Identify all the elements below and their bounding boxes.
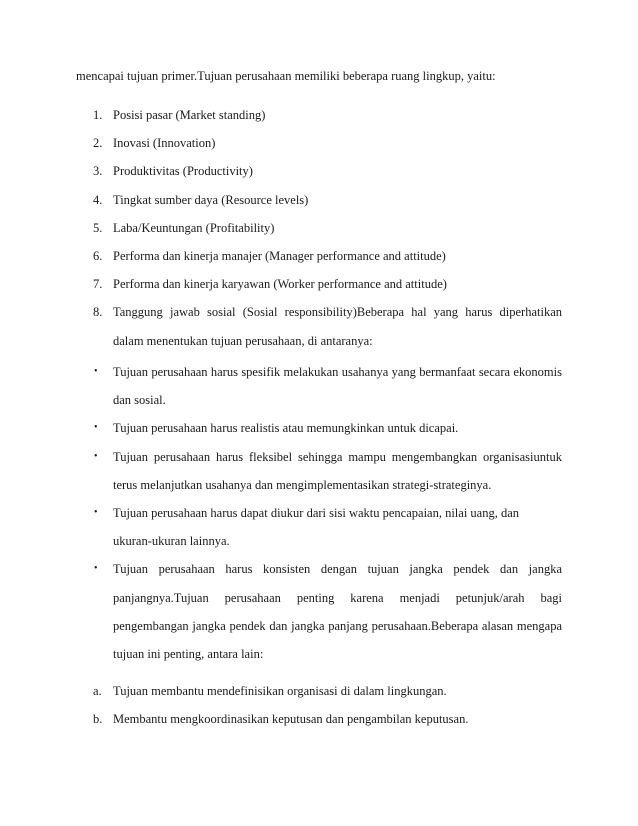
list-item	[0, 129, 562, 157]
list-letter: a.	[93, 684, 102, 698]
bullet-item-text-continued: terus melanjutkan usahanya dan mengimplementasikan strategi-strateginya.	[113, 477, 492, 492]
list-item-text: Tingkat sumber daya (Resource levels)	[113, 192, 309, 207]
list-item-text: Posisi pasar (Market standing)	[113, 108, 266, 122]
alpha-list	[0, 677, 638, 733]
list-item-text: Produktivitas (Productivity)	[113, 164, 253, 179]
list-item	[0, 214, 562, 242]
bullet-icon: •	[94, 450, 98, 462]
bullet-item-text-continued: dan sosial.	[113, 393, 166, 408]
list-item-text: Performa dan kinerja manajer (Manager performance and attitude)	[113, 249, 446, 264]
bullet-item	[0, 414, 562, 442]
list-letter: b.	[93, 712, 103, 727]
bullet-item	[0, 499, 562, 555]
bullet-item-text: Tujuan perusahaan harus fleksibel sehingga mampu mengembangkan organisasiuntuk	[113, 449, 562, 464]
list-item-text: Tanggung jawab sosial (Sosial responsibility)Beberapa hal yang harus diperhatikan	[113, 305, 562, 320]
bullet-item-text: Tujuan perusahaan harus dapat diukur dari sisi waktu pencapaian, nilai uang, dan	[113, 506, 520, 521]
bullet-icon: •	[94, 422, 98, 434]
bullet-item-text-continued: tujuan ini penting, antara lain:	[113, 647, 264, 662]
list-item-text: Laba/Keuntungan (Profitability)	[113, 220, 275, 235]
list-item	[0, 157, 562, 185]
bullet-item-text-continued: ukuran-ukuran lainnya.	[113, 534, 230, 549]
intro-paragraph: mencapai tujuan primer.Tujuan perusahaan memiliki beberapa ruang lingkup, yaitu:	[76, 69, 496, 83]
list-item-text: Membantu mengkoordinasikan keputusan dan pengambilan keputusan.	[113, 712, 469, 727]
list-number: 4.	[93, 192, 103, 207]
list-item	[0, 298, 562, 354]
list-number: 5.	[93, 220, 103, 235]
bullet-item	[0, 555, 562, 668]
numbered-list	[0, 101, 638, 355]
bullet-icon: •	[94, 366, 98, 377]
list-number: 1.	[93, 108, 103, 122]
bullet-item	[0, 443, 562, 499]
bullet-item-text-continued: panjangnya.Tujuan perusahaan penting karena menjadi petunjuk/arah bagi	[113, 590, 562, 605]
list-item	[0, 186, 562, 214]
list-number: 2.	[93, 136, 103, 151]
list-number: 8.	[93, 305, 103, 320]
list-item	[0, 705, 562, 733]
bullet-item-text: Tujuan perusahaan harus spesifik melakukan usahanya yang bermanfaat secara ekonomis	[113, 365, 562, 379]
list-item	[0, 677, 562, 705]
list-item	[0, 270, 562, 298]
list-number: 3.	[93, 164, 103, 179]
list-number: 7.	[93, 277, 103, 292]
bullet-icon: •	[94, 563, 98, 575]
bullet-item-text: Tujuan perusahaan harus realistis atau memungkinkan untuk dicapai.	[113, 421, 459, 436]
list-item-text-continued: dalam menentukan tujuan perusahaan, di antaranya:	[113, 333, 373, 348]
list-number: 6.	[93, 249, 103, 264]
bullet-item	[0, 358, 562, 414]
list-item-text: Tujuan membantu mendefinisikan organisasi di dalam lingkungan.	[113, 684, 447, 698]
bullet-icon: •	[94, 507, 98, 519]
list-item	[0, 101, 562, 129]
list-item-text: Inovasi (Innovation)	[113, 136, 216, 151]
bullet-item-text-continued: pengembangan jangka pendek dan jangka panjang perusahaan.Beberapa alasan mengapa	[113, 618, 562, 633]
list-item-text: Performa dan kinerja karyawan (Worker performance and attitude)	[113, 277, 447, 292]
list-item	[0, 242, 562, 270]
bullet-item-text: Tujuan perusahaan harus konsisten dengan tujuan jangka pendek dan jangka	[113, 562, 562, 577]
bullet-list	[0, 358, 638, 668]
